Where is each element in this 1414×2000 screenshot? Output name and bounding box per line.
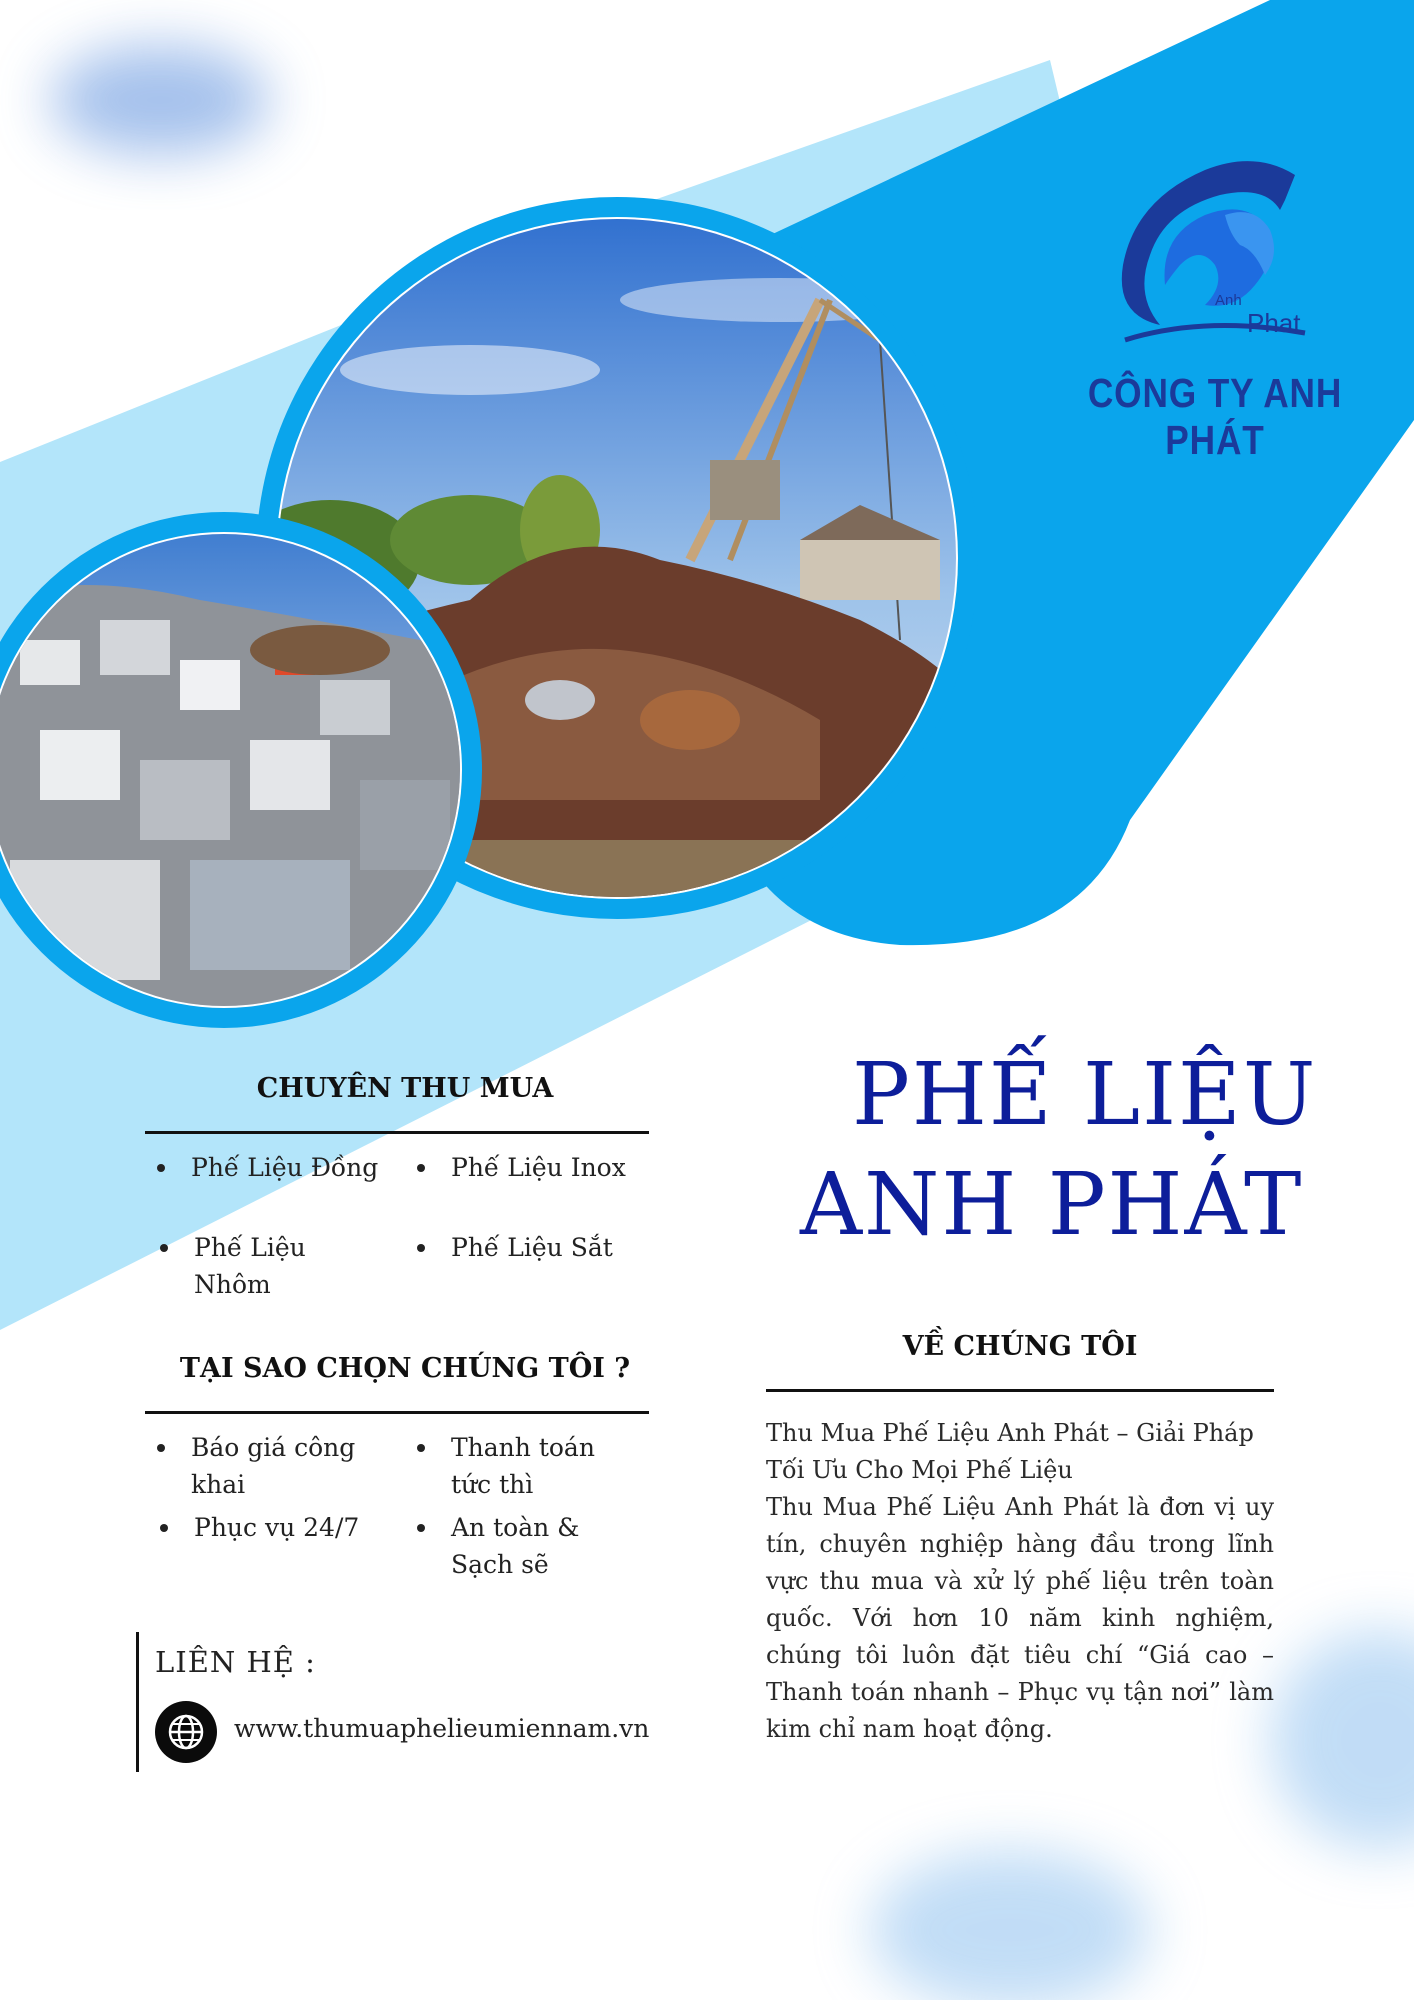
logo-text-small: Anh [1215, 292, 1242, 309]
logo-text-large: Phat [1247, 308, 1301, 338]
services-heading: CHUYÊN THU MUA [256, 1073, 554, 1104]
service-item: Phế Liệu Nhôm [160, 1229, 390, 1303]
globe-glyph-icon [166, 1712, 206, 1752]
bullet-icon [417, 1164, 425, 1172]
contact-divider [136, 1632, 139, 1772]
service-item: Phế Liệu Sắt [417, 1229, 647, 1266]
why-heading: TẠI SAO CHỌN CHÚNG TÔI ? [179, 1353, 631, 1384]
website-link[interactable]: www.thumuaphelieumiennam.vn [234, 1714, 650, 1743]
about-body: Thu Mua Phế Liệu Anh Phát là đơn vị uy tín, chuyên nghiệp hàng đầu trong lĩnh vực thu mua và xử lý phế liệu trên toàn quốc. Với hơn 10 năm kinh nghiệm, chúng tôi luôn đặt tiêu chí “Giá cao – Thanh toán nhanh – Phục vụ tận nơi” làm kim chỉ nam hoạt động. [766, 1493, 1274, 1743]
contact-label: LIÊN HỆ : [155, 1645, 316, 1679]
why-item: Báo giá công khai [157, 1429, 402, 1503]
bullet-icon [417, 1244, 425, 1252]
about-divider [766, 1389, 1274, 1392]
company-logo [1105, 155, 1315, 355]
title-line-1: PHẾ LIỆU [852, 1045, 1318, 1145]
bullet-icon [160, 1244, 168, 1252]
services-divider [145, 1131, 649, 1134]
bullet-icon [157, 1164, 165, 1172]
why-item: An toàn & Sạch sẽ [417, 1509, 637, 1583]
about-text [766, 1415, 1274, 1748]
bullet-icon [417, 1524, 425, 1532]
bullet-icon [160, 1524, 168, 1532]
why-divider [145, 1411, 649, 1414]
why-item: Phục vụ 24/7 [160, 1509, 390, 1546]
wave-logo-icon [1105, 155, 1315, 355]
service-item: Phế Liệu Inox [417, 1149, 647, 1186]
title-line-2: ANH PHÁT [800, 1155, 1304, 1255]
company-name: CÔNG TY ANH PHÁT [1087, 370, 1343, 463]
about-heading: VỀ CHÚNG TÔI [902, 1331, 1138, 1362]
bullet-icon [157, 1444, 165, 1452]
service-item: Phế Liệu Đồng [157, 1149, 387, 1186]
globe-icon[interactable] [155, 1701, 217, 1763]
why-item: Thanh toán tức thì [417, 1429, 637, 1503]
bullet-icon [417, 1444, 425, 1452]
about-lead: Thu Mua Phế Liệu Anh Phát – Giải Pháp Tối Ưu Cho Mọi Phế Liệu [766, 1419, 1254, 1484]
